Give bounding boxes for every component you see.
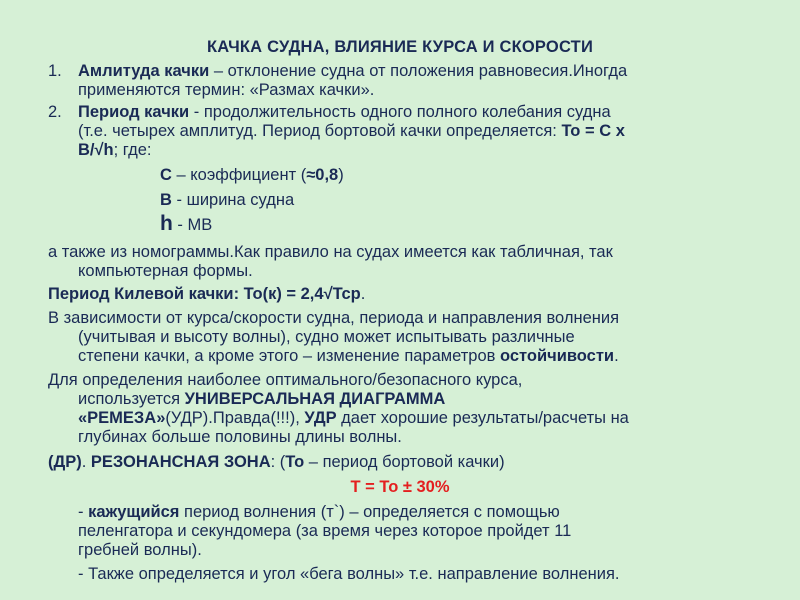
resonance-rest: – период бортовой качки) xyxy=(304,453,505,471)
item2-term: Период качки xyxy=(78,103,190,121)
apparent-line1 xyxy=(78,503,800,521)
optimal-line4: глубинах больше половины длины волны. xyxy=(78,428,402,446)
apparent-line1-b: кажущийся xyxy=(88,503,180,521)
var-c-text: – коэффициент ( xyxy=(171,166,307,184)
apparent-line2: пеленгатора и секундомера (за время через которое пройдет 11 xyxy=(78,522,572,540)
var-b-symbol: B xyxy=(160,191,172,209)
course-line3-a: степени качки, а кроме этого – изменение параметров xyxy=(78,347,501,365)
item1-line2: применяются термин: «Размах качки». xyxy=(78,81,375,99)
optimal-line3-a: «РЕМЕЗА» xyxy=(78,409,166,427)
var-c-symbol: C xyxy=(160,166,172,184)
optimal-line3 xyxy=(78,409,800,427)
resonance-open: : ( xyxy=(270,453,286,471)
apparent-line1-a: - xyxy=(78,503,89,521)
course-line2: (учитывая и высоту волны), судно может испытывать различные xyxy=(78,328,575,346)
course-line3-c: . xyxy=(614,347,619,365)
item2-formula: To = C x xyxy=(561,122,625,140)
keel-period-dot: . xyxy=(360,285,366,303)
resonance-formula: T = To ± 30% xyxy=(350,478,450,496)
var-b xyxy=(160,191,800,209)
resonance-zone: РЕЗОНАНСНАЯ ЗОНА xyxy=(90,453,271,471)
keel-period xyxy=(48,285,788,303)
var-h-symbol: h xyxy=(160,212,173,235)
item2-line3 xyxy=(78,141,800,159)
item1-rest: – отклонение судна от положения равновесия.Иногда xyxy=(209,62,628,80)
wave-direction-line: - Также определяется и угол «бега волны» т.е. направление волнения. xyxy=(78,565,620,583)
var-h xyxy=(160,212,800,235)
item2-where: ; где: xyxy=(113,141,152,159)
item2-line2 xyxy=(78,122,800,140)
course-line3 xyxy=(78,347,800,365)
var-h-text: - MB xyxy=(172,216,213,234)
item2-number: 2. xyxy=(48,103,62,121)
resonance-line xyxy=(48,453,788,471)
item2-rest: - продолжительность одного полного колебания судна xyxy=(189,103,611,121)
var-b-text: - ширина судна xyxy=(171,191,295,209)
item1-term: Амлитуда качки xyxy=(78,62,210,80)
slide-title: КАЧКА СУДНА, ВЛИЯНИЕ КУРСА И СКОРОСТИ xyxy=(206,38,593,56)
optimal-line2-a: используется xyxy=(78,390,185,408)
nomogram-line1: а также из номограммы.Как правило на судах имеется как табличная, так xyxy=(48,243,613,261)
resonance-dr: (ДР) xyxy=(48,453,82,471)
nomogram-line2: компьютерная формы. xyxy=(78,262,253,280)
optimal-line3-d: дает хорошие результаты/расчеты на xyxy=(336,409,629,427)
var-c-close: ) xyxy=(338,166,344,184)
item2-line2-text: (т.е. четырех амплитуд. Период бортовой качки определяется: xyxy=(78,122,562,140)
course-line3-b: остойчивости xyxy=(500,347,615,365)
optimal-line1: Для определения наиболее оптимального/безопасного курса, xyxy=(48,371,523,389)
item1-line1 xyxy=(78,62,800,80)
optimal-line3-b: (УДР).Правда(!!!), xyxy=(165,409,305,427)
optimal-line3-c: УДР xyxy=(304,409,337,427)
item2-line1 xyxy=(78,103,800,121)
item1-number: 1. xyxy=(48,62,62,80)
apparent-line1-c: период волнения (т`) – определяется с помощью xyxy=(179,503,560,521)
resonance-to: To xyxy=(285,453,305,471)
resonance-dot: . xyxy=(81,453,91,471)
optimal-line2-b: УНИВЕРСАЛЬНАЯ ДИАГРАММА xyxy=(184,390,446,408)
apparent-line3: гребней волны). xyxy=(78,541,202,559)
optimal-line2 xyxy=(78,390,800,408)
keel-period-text: Период Килевой качки: To(к) = 2,4√Tcp xyxy=(48,285,361,303)
var-c xyxy=(160,166,800,184)
item2-formula-cont: B/√h xyxy=(78,141,114,159)
course-line1: В зависимости от курса/скорости судна, периода и направления волнения xyxy=(48,309,620,327)
var-c-value: ≈0,8 xyxy=(306,166,339,184)
